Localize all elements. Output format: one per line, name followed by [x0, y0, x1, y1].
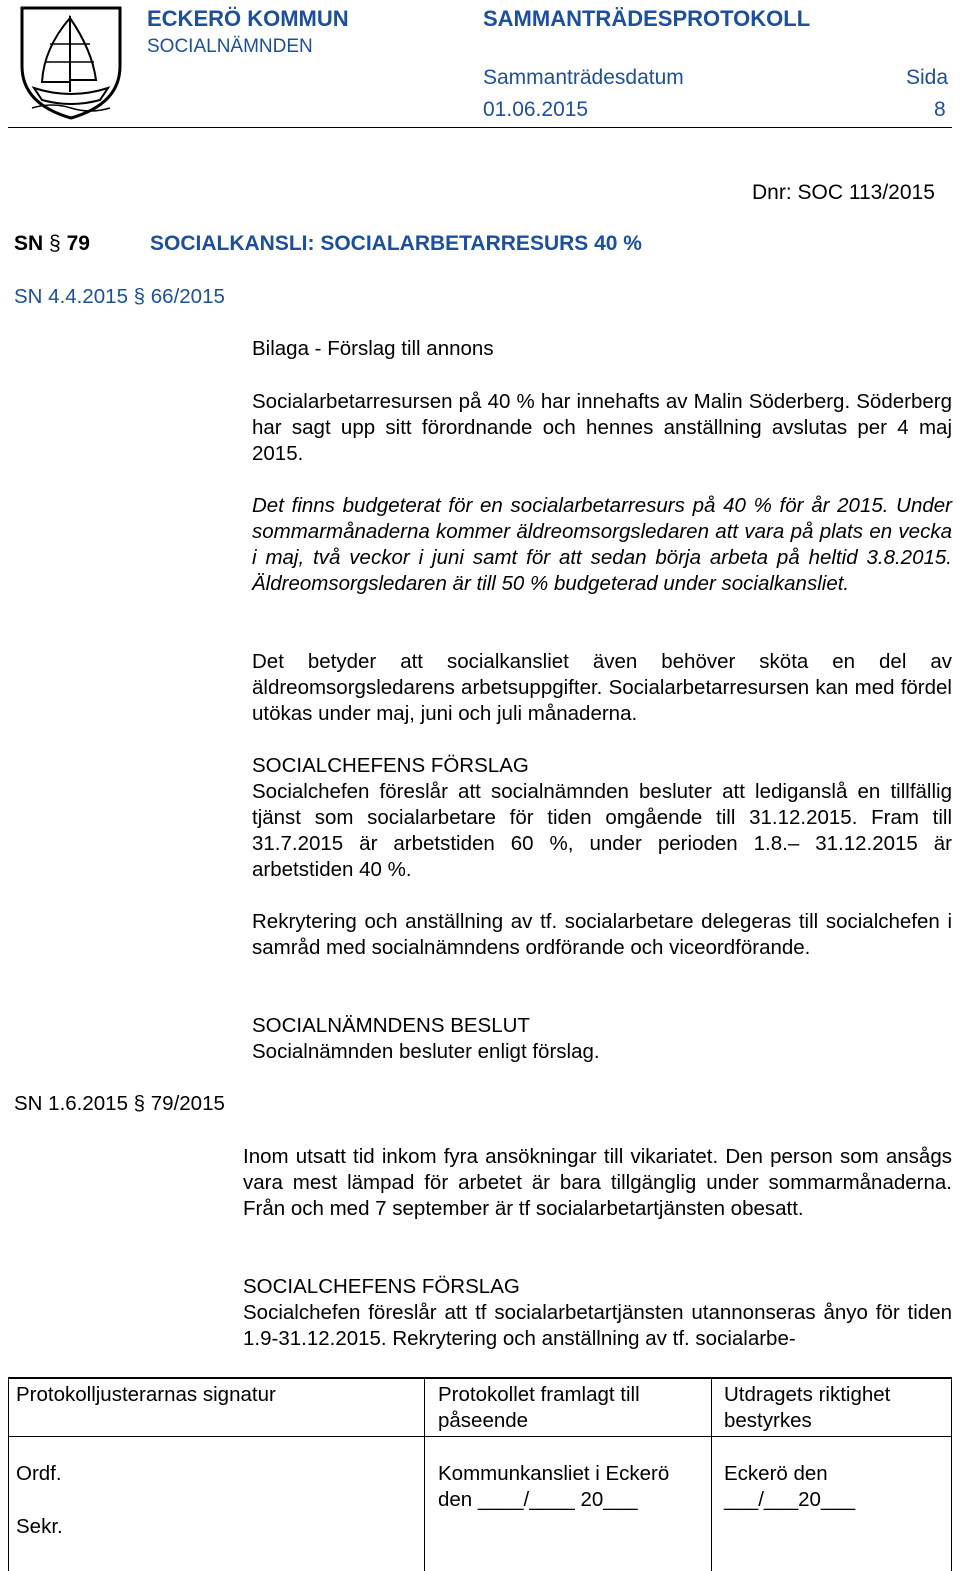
certified-column-header-1: Utdragets riktighet [724, 1383, 891, 1406]
signature-column-header: Protokolljusterarnas signatur [16, 1383, 276, 1406]
current-reference: SN 1.6.2015 § 79/2015 [14, 1092, 225, 1115]
decision-heading: SOCIALNÄMNDENS BESLUT [252, 1014, 530, 1037]
proposal-heading-1: SOCIALCHEFENS FÖRSLAG [252, 754, 529, 777]
paragraph-2: Det finns budgeterat för en socialarbetarresurs på 40 % för år 2015. Under sommarmånaderna kommer äldreomsorgsledaren att vara på plats en vecka i maj, två veckor i juni samt för att sedan börja arbeta på heltid 3.8.2015. Äldreomsorgsledaren är till 50 % budgeterad under socialkansliet. [252, 494, 952, 595]
secretary-signature-label: Sekr. [16, 1515, 63, 1538]
proposal-text-2: Socialchefen föreslår att tf socialarbetartjänsten utannonseras ånyo för tiden 1.9-31.12.2015. Rekrytering och anställning av tf. socialarbe- [243, 1301, 952, 1350]
header-rule [8, 127, 952, 128]
displayed-column-header-2: påseende [438, 1409, 529, 1432]
section-title: SOCIALKANSLI: SOCIALARBETARRESURS 40 % [150, 232, 642, 255]
recruitment-delegation: Rekrytering och anställning av tf. socialarbetare delegeras till socialchefen i samråd med socialnämndens ordförande och viceordförande. [252, 910, 952, 959]
paragraph-3: Det betyder att socialkansliet även behöver sköta en del av äldreomsorgsledarens arbetsuppgifter. Socialarbetarresursen kan med fördel utökas under maj, juni och juli månaderna. [252, 650, 952, 725]
attachment-note: Bilaga - Förslag till annons [252, 337, 494, 360]
displayed-date-field: den ____/____ 20___ [438, 1488, 638, 1511]
chair-signature-label: Ordf. [16, 1462, 62, 1485]
displayed-column-header-1: Protokollet framlagt till [438, 1383, 640, 1406]
paragraph-4: Inom utsatt tid inkom fyra ansökningar till vikariatet. Den person som ansågs vara mest lämpad för arbetet är bara tillgänglig under sommarmånaderna. Från och med 7 september är tf socialarbetartjänsten obesatt. [243, 1145, 952, 1220]
certified-column-header-2: bestyrkes [724, 1409, 812, 1432]
committee-name: SOCIALNÄMNDEN [147, 36, 313, 57]
decision-text: Socialnämnden besluter enligt förslag. [252, 1040, 600, 1063]
paragraph-1: Socialarbetarresursen på 40 % har innehafts av Malin Söderberg. Söderberg har sagt upp sitt förordnande och hennes anställning avslutas per 4 maj 2015. [252, 390, 952, 465]
diary-number: Dnr: SOC 113/2015 [752, 181, 935, 204]
certified-place-text: Eckerö den [724, 1462, 828, 1485]
municipal-office-text: Kommunkansliet i Eckerö [438, 1462, 670, 1485]
section-number: SN § 79 [14, 232, 90, 255]
org-name: ECKERÖ KOMMUN [147, 6, 349, 31]
date-label: Sammanträdesdatum [483, 66, 684, 89]
meeting-date: 01.06.2015 [483, 98, 589, 121]
ship-crest-icon [12, 4, 130, 122]
certified-date-field: ___/___20___ [724, 1488, 856, 1511]
page-number: 8 [934, 98, 946, 121]
proposal-heading-2: SOCIALCHEFENS FÖRSLAG [243, 1275, 520, 1298]
document-type: SAMMANTRÄDESPROTOKOLL [483, 6, 811, 31]
page-label: Sida [906, 66, 949, 89]
previous-reference: SN 4.4.2015 § 66/2015 [14, 285, 225, 308]
proposal-text-1: Socialchefen föreslår att socialnämnden besluter att lediganslå en tillfällig tjänst som socialarbetare för tiden omgående till 31.12.2015. Fram till 31.7.2015 är arbetstiden 60 %, under perioden 1.8.– 31.12.2015 är arbetstiden 40 %. [252, 780, 952, 881]
